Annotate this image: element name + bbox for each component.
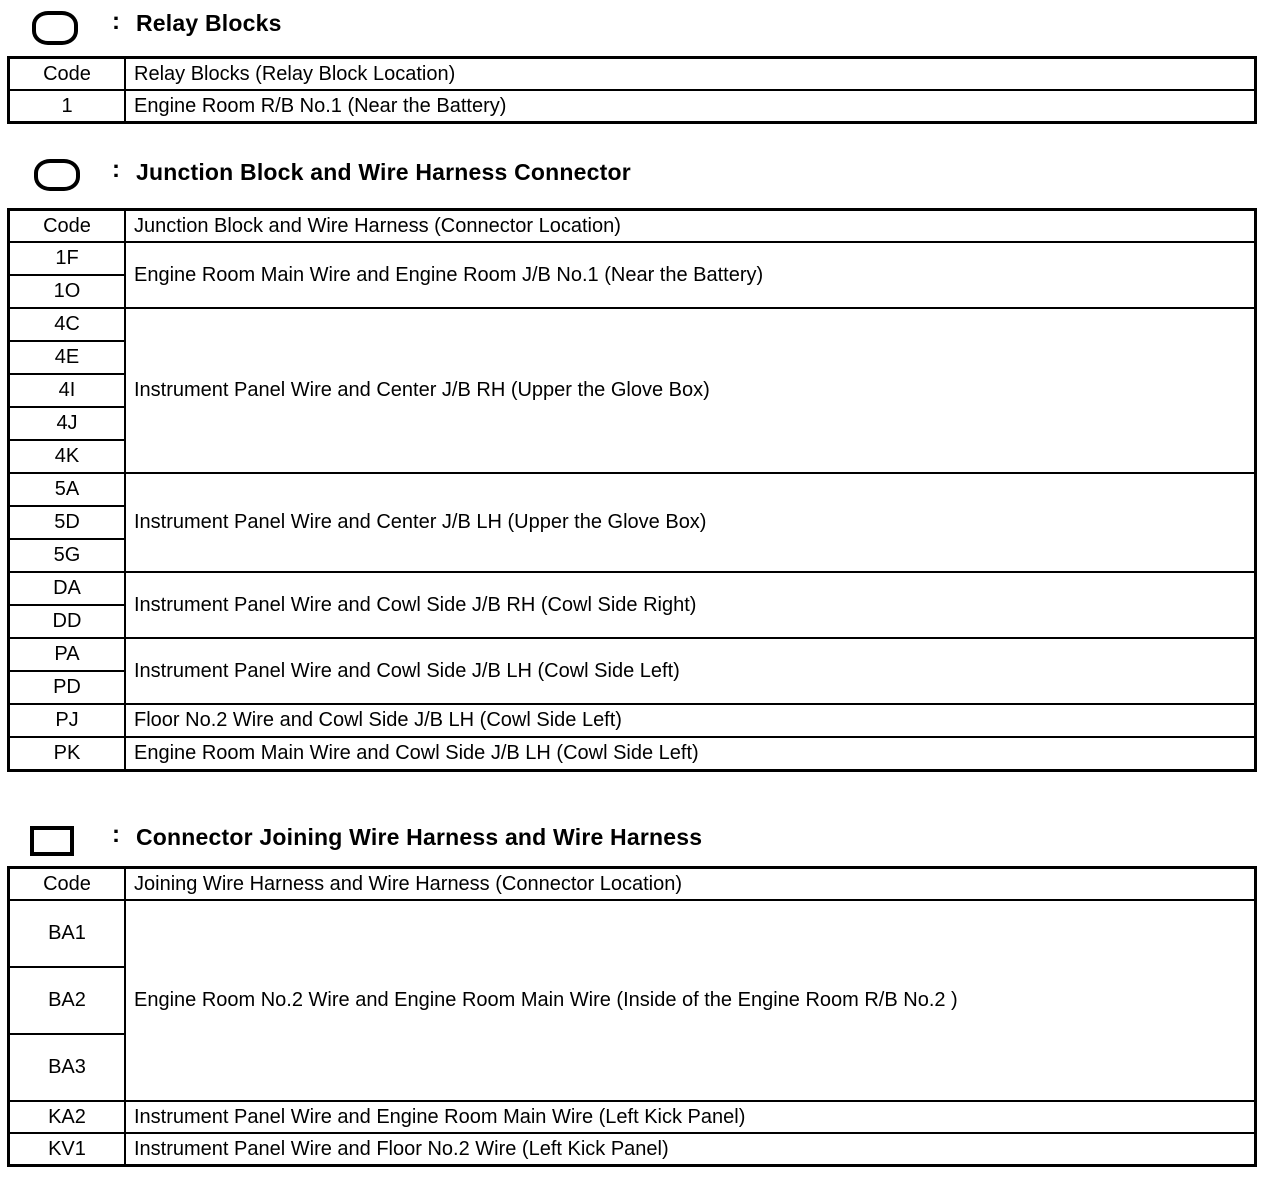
table-header-row xyxy=(9,210,1256,243)
code-cell: 4K xyxy=(9,440,126,473)
junction-block-symbol-icon xyxy=(34,159,80,191)
header-description: Joining Wire Harness and Wire Harness (Connector Location) xyxy=(125,868,1256,901)
description-cell: Engine Room No.2 Wire and Engine Room Main Wire (Inside of the Engine Room R/B No.2 ) xyxy=(125,900,1256,1101)
description-cell: Engine Room Main Wire and Engine Room J/B No.1 (Near the Battery) xyxy=(125,242,1256,308)
code-cell: 1 xyxy=(9,90,126,123)
code-cell: PK xyxy=(9,737,126,771)
table-row xyxy=(9,737,1256,771)
connector-symbol-icon xyxy=(30,826,74,856)
table-row xyxy=(9,704,1256,737)
description-cell: Instrument Panel Wire and Cowl Side J/B RH (Cowl Side Right) xyxy=(125,572,1256,638)
code-cell: 4E xyxy=(9,341,126,374)
code-cell: KA2 xyxy=(9,1101,126,1133)
header-description: Relay Blocks (Relay Block Location) xyxy=(125,58,1256,91)
header-code: Code xyxy=(9,210,126,243)
table-row xyxy=(9,308,1256,341)
header-code: Code xyxy=(9,58,126,91)
table-header-row xyxy=(9,868,1256,901)
code-cell: BA3 xyxy=(9,1034,126,1101)
heading-colon: : xyxy=(112,156,120,183)
junction-block-table xyxy=(7,208,1257,772)
code-cell: 1O xyxy=(9,275,126,308)
description-cell: Instrument Panel Wire and Center J/B LH (Upper the Glove Box) xyxy=(125,473,1256,572)
code-cell: PD xyxy=(9,671,126,704)
description-cell: Floor No.2 Wire and Cowl Side J/B LH (Cowl Side Left) xyxy=(125,704,1256,737)
table-row xyxy=(9,572,1256,605)
table-row xyxy=(9,900,1256,967)
heading-colon: : xyxy=(112,821,120,848)
code-cell: PA xyxy=(9,638,126,671)
description-cell: Instrument Panel Wire and Engine Room Main Wire (Left Kick Panel) xyxy=(125,1101,1256,1133)
code-cell: 5D xyxy=(9,506,126,539)
code-cell: KV1 xyxy=(9,1133,126,1166)
description-cell: Instrument Panel Wire and Center J/B RH (Upper the Glove Box) xyxy=(125,308,1256,473)
description-cell: Engine Room Main Wire and Cowl Side J/B LH (Cowl Side Left) xyxy=(125,737,1256,771)
table-row xyxy=(9,473,1256,506)
relay-blocks-table xyxy=(7,56,1257,124)
connector-title: Connector Joining Wire Harness and Wire Harness xyxy=(136,824,703,850)
code-cell: 4I xyxy=(9,374,126,407)
header-description: Junction Block and Wire Harness (Connector Location) xyxy=(125,210,1256,243)
table-row xyxy=(9,1133,1256,1166)
table-header-row xyxy=(9,58,1256,91)
relay-block-symbol-icon xyxy=(32,11,78,45)
header-code: Code xyxy=(9,868,126,901)
code-cell: BA1 xyxy=(9,900,126,967)
code-cell: 4C xyxy=(9,308,126,341)
code-cell: PJ xyxy=(9,704,126,737)
junction-block-heading xyxy=(0,154,1280,194)
relay-blocks-heading xyxy=(0,6,1280,46)
code-cell: 5G xyxy=(9,539,126,572)
description-cell: Engine Room R/B No.1 (Near the Battery) xyxy=(125,90,1256,123)
table-row xyxy=(9,1101,1256,1133)
code-cell: 1F xyxy=(9,242,126,275)
heading-colon: : xyxy=(112,8,120,35)
description-cell: Instrument Panel Wire and Cowl Side J/B LH (Cowl Side Left) xyxy=(125,638,1256,704)
connector-table xyxy=(7,866,1257,1167)
code-cell: 4J xyxy=(9,407,126,440)
code-cell: BA2 xyxy=(9,967,126,1034)
code-cell: 5A xyxy=(9,473,126,506)
code-cell: DA xyxy=(9,572,126,605)
table-row xyxy=(9,638,1256,671)
code-cell: DD xyxy=(9,605,126,638)
table-row xyxy=(9,242,1256,275)
junction-block-title: Junction Block and Wire Harness Connector xyxy=(136,159,631,185)
table-row xyxy=(9,90,1256,123)
description-cell: Instrument Panel Wire and Floor No.2 Wire (Left Kick Panel) xyxy=(125,1133,1256,1166)
relay-blocks-title: Relay Blocks xyxy=(136,10,282,36)
connector-heading xyxy=(0,818,1280,858)
